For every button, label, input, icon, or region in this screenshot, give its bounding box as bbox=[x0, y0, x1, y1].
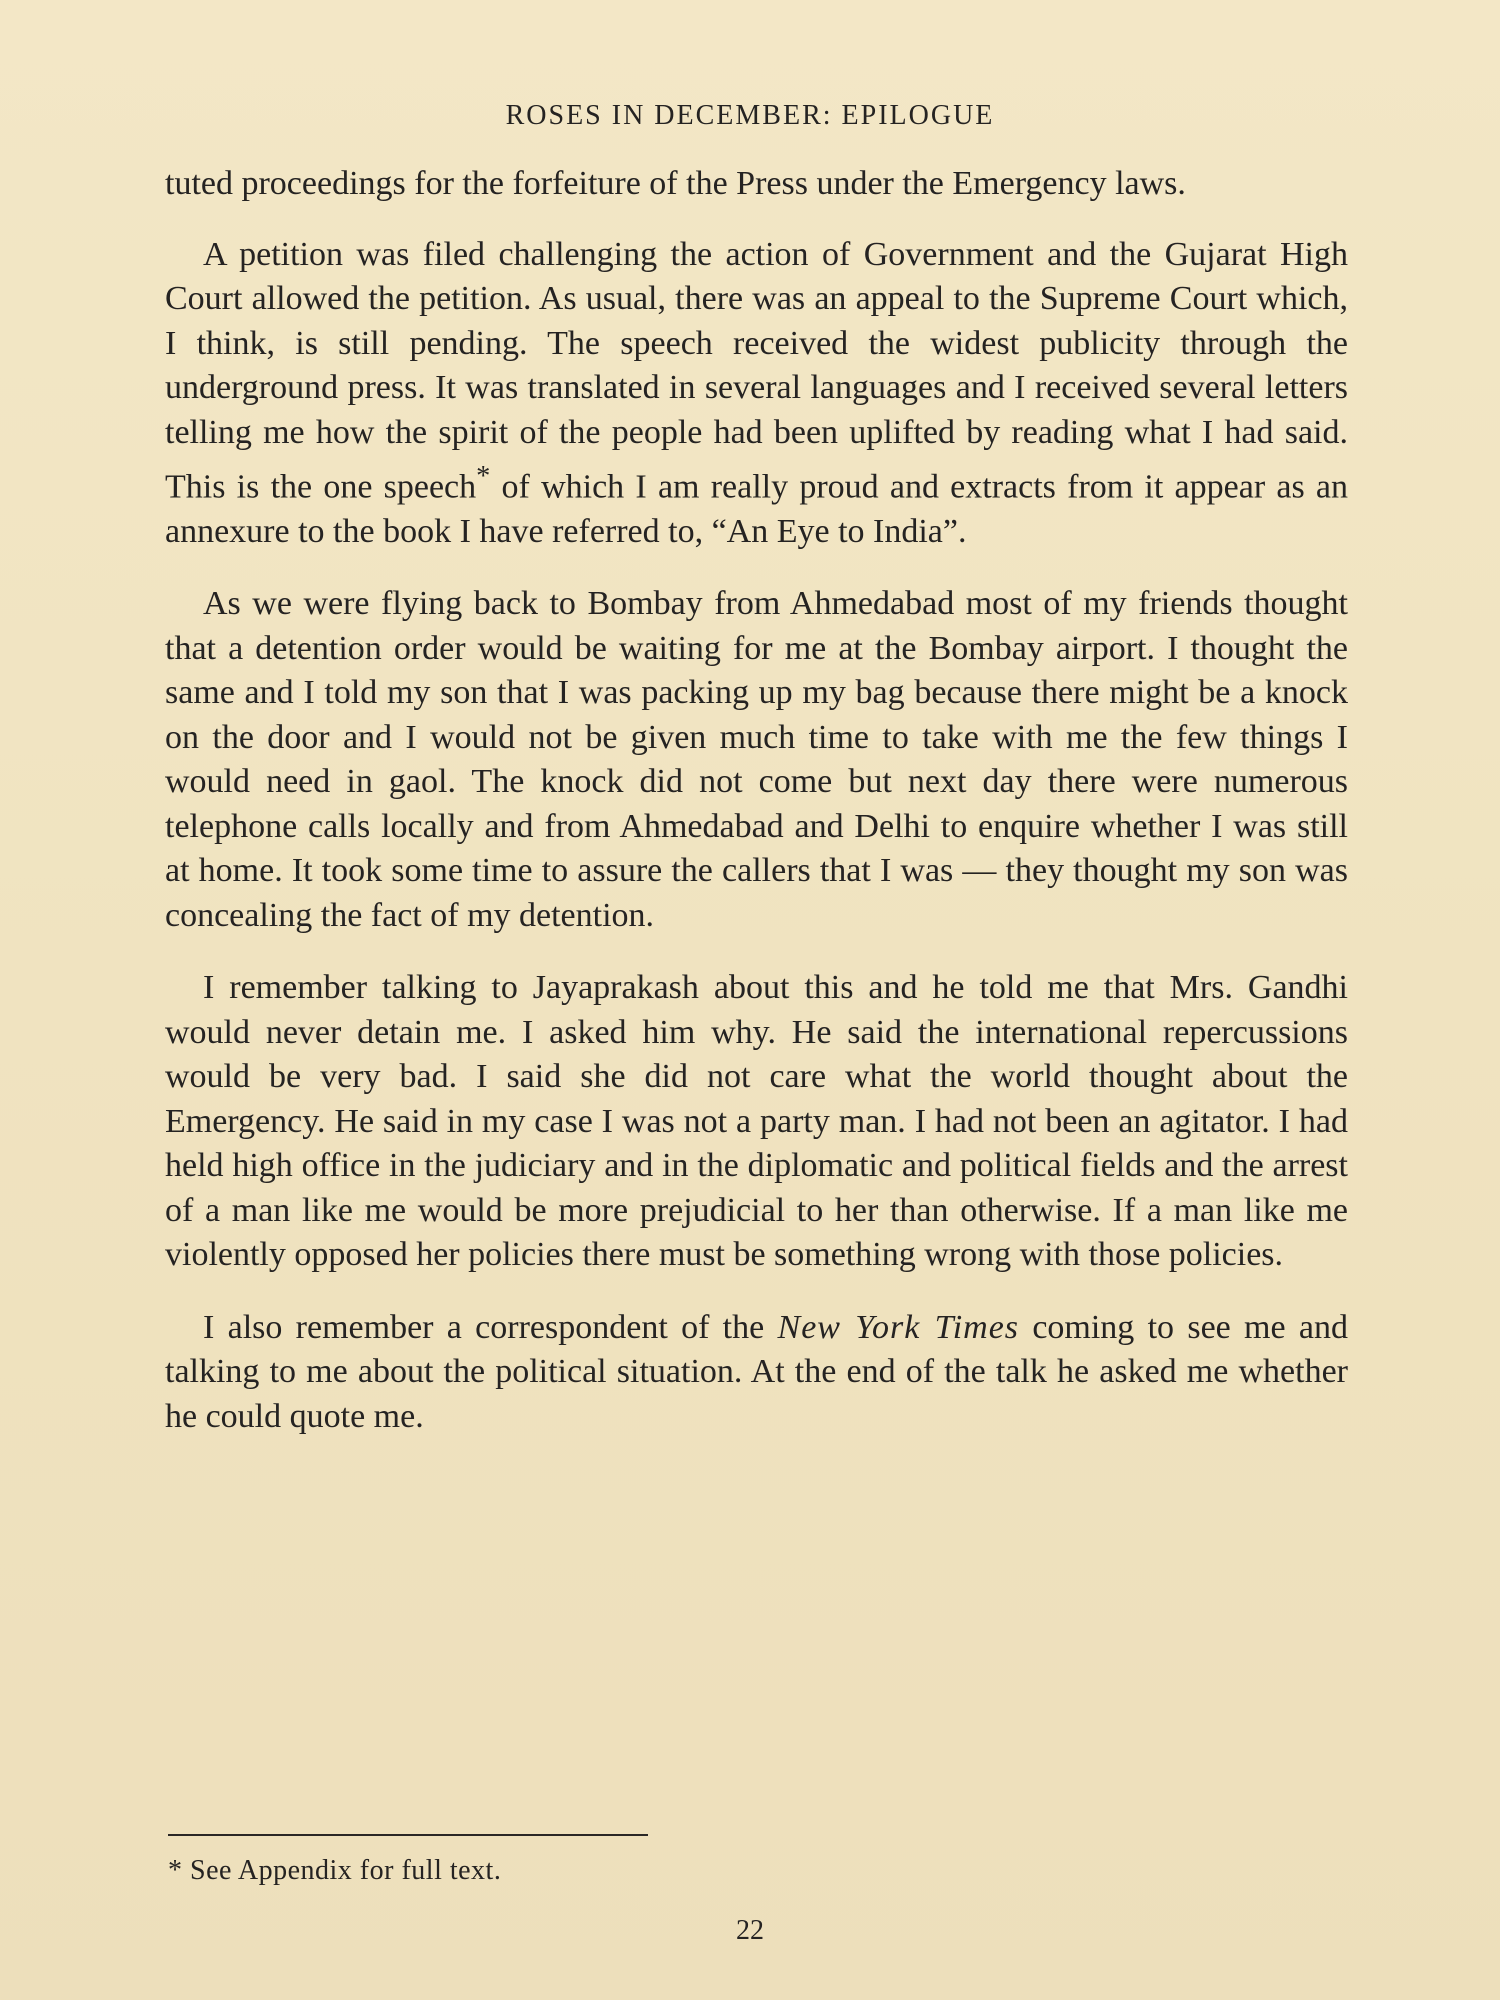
paragraph-2-text-a: A petition was filed challenging the action of Government and the Gujarat High Court allowed the petition. As usual, there was an appeal to the Supreme Court which, I think, is still pending. The speech received the widest publicity through the underground press. It was translated in several languages and I received several letters telling me how the spirit of the people had been uplifted by reading what I had said. This is the one speech bbox=[165, 235, 1348, 506]
paragraph-1: tuted proceedings for the forfeiture of the Press under the Emergency laws. bbox=[165, 165, 1186, 202]
paragraph-5 bbox=[165, 1306, 1348, 1440]
footnote-marker: * bbox=[476, 461, 491, 492]
paragraph-5-text-b: coming to see me and talking to me about the political situation. At the end of the talk he asked me whether he could quote me. bbox=[165, 1308, 1348, 1435]
body-text bbox=[165, 162, 1348, 1467]
paragraph-3: As we were flying back to Bombay from Ahmedabad most of my friends thought that a detention order would be waiting for me at the Bombay airport. I thought the same and I told my son that I was packing up my bag because there might be a knock on the door and I would not be given much time to take with me the few things I would need in gaol. The knock did not come but next day there were numerous telephone calls locally and from Ahmedabad and Delhi to enquire whether I was still at home. It took some time to assure the callers that I was — they thought my son was concealing the fact of my detention. bbox=[165, 585, 1348, 934]
running-head: ROSES IN DECEMBER: EPILOGUE bbox=[505, 100, 995, 131]
paragraph-4: I remember talking to Jayaprakash about this and he told me that Mrs. Gandhi would never detain me. I asked him why. He said the international repercussions would be very bad. I said she did not care what the world thought about the Emergency. He said in my case I was not a party man. I had not been an agitator. I had held high office in the judiciary and in the diplomatic and political fields and the arrest of a man like me would be more prejudicial to her than otherwise. If a man like me violently opposed her policies there must be something wrong with those policies. bbox=[165, 969, 1348, 1274]
paragraph-2-text-b: of which I am really proud and extracts from it appear as an annexure to the book I have referred to, “An Eye to India”. bbox=[165, 468, 1348, 550]
footnote: * See Appendix for full text. bbox=[168, 1855, 502, 1886]
paragraph-5-text-a: I also remember a correspondent of the bbox=[203, 1308, 778, 1346]
footnote-rule bbox=[168, 1834, 648, 1836]
newspaper-title: New York Times bbox=[777, 1308, 1020, 1346]
paragraph-2 bbox=[165, 233, 1348, 555]
page-number: 22 bbox=[736, 1915, 764, 1946]
